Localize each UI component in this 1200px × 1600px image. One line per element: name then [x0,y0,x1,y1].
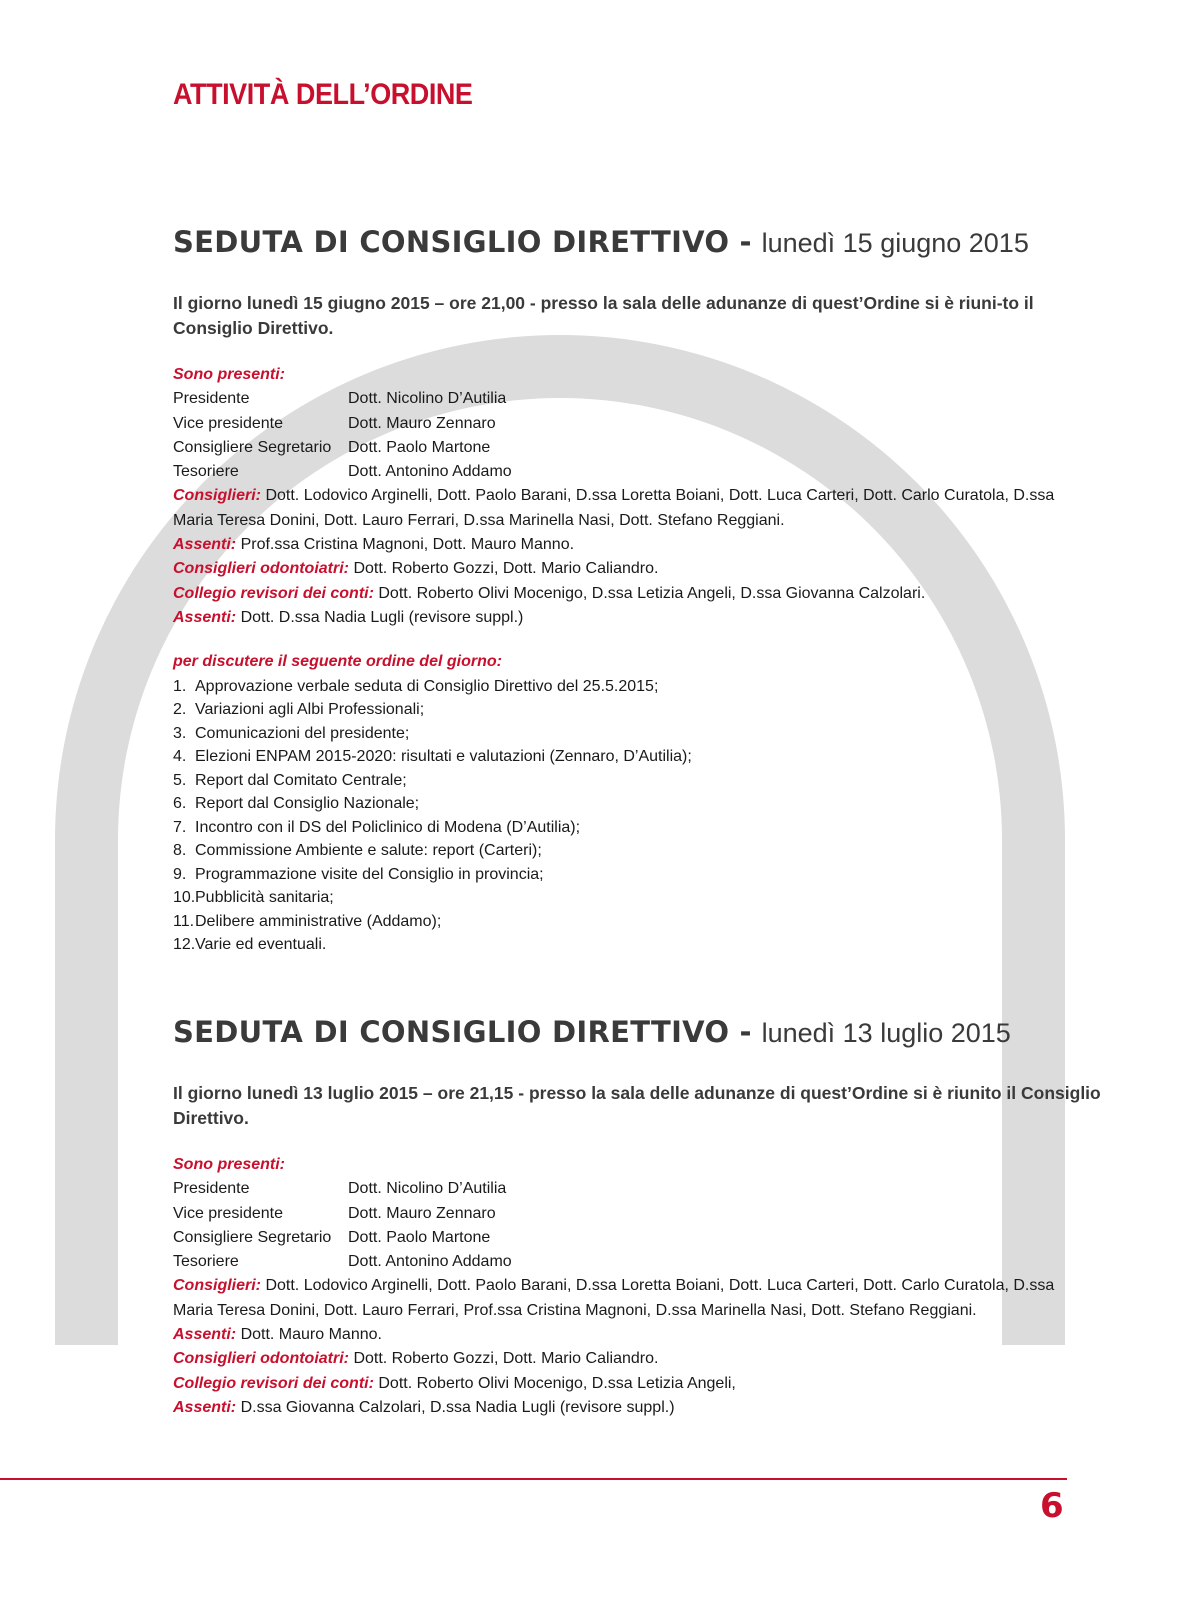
consiglieri-text: Dott. Lodovico Arginelli, Dott. Paolo Barani, D.ssa Loretta Boiani, Dott. Luca Carteri, Dott. Carlo Curatola, D.ssa [261,1277,1055,1295]
agenda-item-text: Delibere amministrative (Addamo); [195,912,442,930]
agenda-item [173,698,1103,722]
attendance-block [173,1153,1103,1420]
agenda-item-text: Approvazione verbale seduta di Consiglio Direttivo del 25.5.2015; [195,677,659,695]
role-row [173,1177,1103,1201]
role-label: Tesoriere [173,463,239,481]
session-title [173,224,1103,261]
role-label: Consigliere Segretario [173,1228,332,1246]
agenda-item-text: Programmazione visite del Consiglio in provincia; [195,865,544,883]
odontoiatri-text: Dott. Roberto Gozzi, Dott. Mario Caliandro. [349,560,659,578]
assenti-revisori-label: Assenti: [173,1398,237,1416]
session-intro: Il giorno lunedì 15 giugno 2015 – ore 21,00 - presso la sala delle adunanze di quest’Ordine si è riuni-to il Consiglio Direttivo. [173,293,1034,338]
page-number: 6 [1040,1486,1064,1526]
consiglieri-line [173,1274,1103,1298]
agenda-item [173,886,1103,910]
agenda-item-text: Report dal Consiglio Nazionale; [195,795,420,813]
role-name: Dott. Antonino Addamo [348,463,512,481]
assenti-line [173,533,1103,557]
assenti-revisori-text: Dott. D.ssa Nadia Lugli (revisore suppl.) [236,608,524,626]
assenti-revisori-text: D.ssa Giovanna Calzolari, D.ssa Nadia Lugli (revisore suppl.) [236,1398,675,1416]
assenti-line [173,1323,1103,1347]
assenti-revisori-label: Assenti: [173,608,237,626]
role-row [173,1250,1103,1274]
role-row [173,436,1103,460]
role-label: Tesoriere [173,1253,239,1271]
consiglieri-label: Consiglieri: [173,1277,262,1295]
role-name: Dott. Nicolino D’Autilia [348,1180,507,1198]
session-title-date: lunedì 13 luglio 2015 [761,1018,1011,1048]
agenda-item-number: 5. [173,771,187,789]
agenda-item-text: Variazioni agli Albi Professionali; [195,701,425,719]
agenda-item-number: 3. [173,724,187,742]
agenda-item [173,863,1103,887]
odontoiatri-line [173,1347,1103,1371]
assenti-label: Assenti: [173,536,237,554]
assenti-revisori-line [173,1396,1103,1420]
agenda-item [173,816,1103,840]
role-label: Consigliere Segretario [173,438,332,456]
role-label: Vice presidente [173,1204,283,1222]
session-title [173,1014,1103,1051]
session-title-main: SEDUTA DI CONSIGLIO DIRETTIVO [173,1015,730,1049]
agenda-item-text: Varie ed eventuali. [195,936,327,954]
role-name: Dott. Paolo Martone [348,438,491,456]
role-label: Presidente [173,1180,250,1198]
revisori-line [173,582,1103,606]
presenti-label: Sono presenti: [173,1156,286,1173]
agenda-item-number: 9. [173,865,187,883]
revisori-label: Collegio revisori dei conti: [173,1374,374,1392]
agenda-item-text: Comunicazioni del presidente; [195,724,410,742]
revisori-line [173,1372,1103,1396]
agenda-item-text: Elezioni ENPAM 2015-2020: risultati e valutazioni (Zennaro, D’Autilia); [195,748,692,766]
agenda-item-text: Pubblicità sanitaria; [195,889,334,907]
agenda-item [173,722,1103,746]
agenda-item [173,933,1103,957]
odontoiatri-text: Dott. Roberto Gozzi, Dott. Mario Caliandro. [349,1350,659,1368]
consiglieri-line-2: Maria Teresa Donini, Dott. Lauro Ferrari, D.ssa Marinella Nasi, Dott. Stefano Reggiani. [173,511,785,529]
agenda-item-number: 1. [173,677,187,695]
agenda-item-number: 4. [173,748,187,766]
revisori-text: Dott. Roberto Olivi Mocenigo, D.ssa Letizia Angeli, D.ssa Giovanna Calzolari. [373,584,926,602]
consiglieri-text: Dott. Lodovico Arginelli, Dott. Paolo Barani, D.ssa Loretta Boiani, Dott. Luca Carteri, Dott. Carlo Curatola, D.ssa [261,487,1055,505]
attendance-block [173,363,1103,675]
role-row [173,1226,1103,1250]
agenda-item-number: 12. [173,936,196,954]
session-1 [173,224,1103,957]
page-header-title: ATTIVITÀ DELL’ORDINE [173,78,473,111]
session-title-date: lunedì 15 giugno 2015 [761,228,1029,258]
consiglieri-line [173,484,1103,508]
agenda-item [173,675,1103,699]
session-title-main: SEDUTA DI CONSIGLIO DIRETTIVO [173,225,730,259]
assenti-text: Dott. Mauro Manno. [236,1326,382,1344]
agenda-item [173,769,1103,793]
odontoiatri-line [173,557,1103,581]
role-name: Dott. Nicolino D’Autilia [348,390,507,408]
agenda-item-text: Incontro con il DS del Policlinico di Modena (D’Autilia); [195,818,581,836]
agenda-item-number: 7. [173,818,187,836]
revisori-text: Dott. Roberto Olivi Mocenigo, D.ssa Letizia Angeli, [373,1374,736,1392]
role-label: Vice presidente [173,414,283,432]
role-name: Dott. Antonino Addamo [348,1253,512,1271]
role-name: Dott. Paolo Martone [348,1228,491,1246]
session-title-separator: - [729,1015,762,1049]
session-2 [173,1014,1103,1420]
role-row [173,412,1103,436]
session-intro: Il giorno lunedì 13 luglio 2015 – ore 21,15 - presso la sala delle adunanze di quest’Ordine si è riunito il Consiglio Direttivo. [173,1083,1101,1128]
agenda-list [173,675,1103,957]
odg-label: per discutere il seguente ordine del giorno: [173,653,502,671]
agenda-item-number: 8. [173,842,187,860]
role-label: Presidente [173,390,250,408]
agenda-item [173,792,1103,816]
odontoiatri-label: Consiglieri odontoiatri: [173,1350,349,1368]
role-row [173,1202,1103,1226]
agenda-item-number: 6. [173,795,187,813]
agenda-item [173,745,1103,769]
role-row [173,460,1103,484]
assenti-revisori-line [173,606,1103,630]
agenda-item [173,839,1103,863]
odontoiatri-label: Consiglieri odontoiatri: [173,560,349,578]
agenda-item-text: Commissione Ambiente e salute: report (Carteri); [195,842,542,860]
revisori-label: Collegio revisori dei conti: [173,584,374,602]
assenti-label: Assenti: [173,1326,237,1344]
assenti-text: Prof.ssa Cristina Magnoni, Dott. Mauro Manno. [236,536,575,554]
agenda-item-number: 11. [173,912,195,930]
agenda-item-number: 10. [173,889,196,907]
consiglieri-label: Consiglieri: [173,487,262,505]
agenda-item-text: Report dal Comitato Centrale; [195,771,407,789]
agenda-item [173,910,1103,934]
agenda-item-number: 2. [173,701,187,719]
consiglieri-line-2: Maria Teresa Donini, Dott. Lauro Ferrari, Prof.ssa Cristina Magnoni, D.ssa Marinella Nasi, Dott. Stefano Reggiani. [173,1301,977,1319]
presenti-label: Sono presenti: [173,366,286,383]
role-name: Dott. Mauro Zennaro [348,1204,496,1222]
footer-divider [0,1478,1067,1480]
role-row [173,387,1103,411]
role-name: Dott. Mauro Zennaro [348,414,496,432]
session-title-separator: - [729,225,762,259]
